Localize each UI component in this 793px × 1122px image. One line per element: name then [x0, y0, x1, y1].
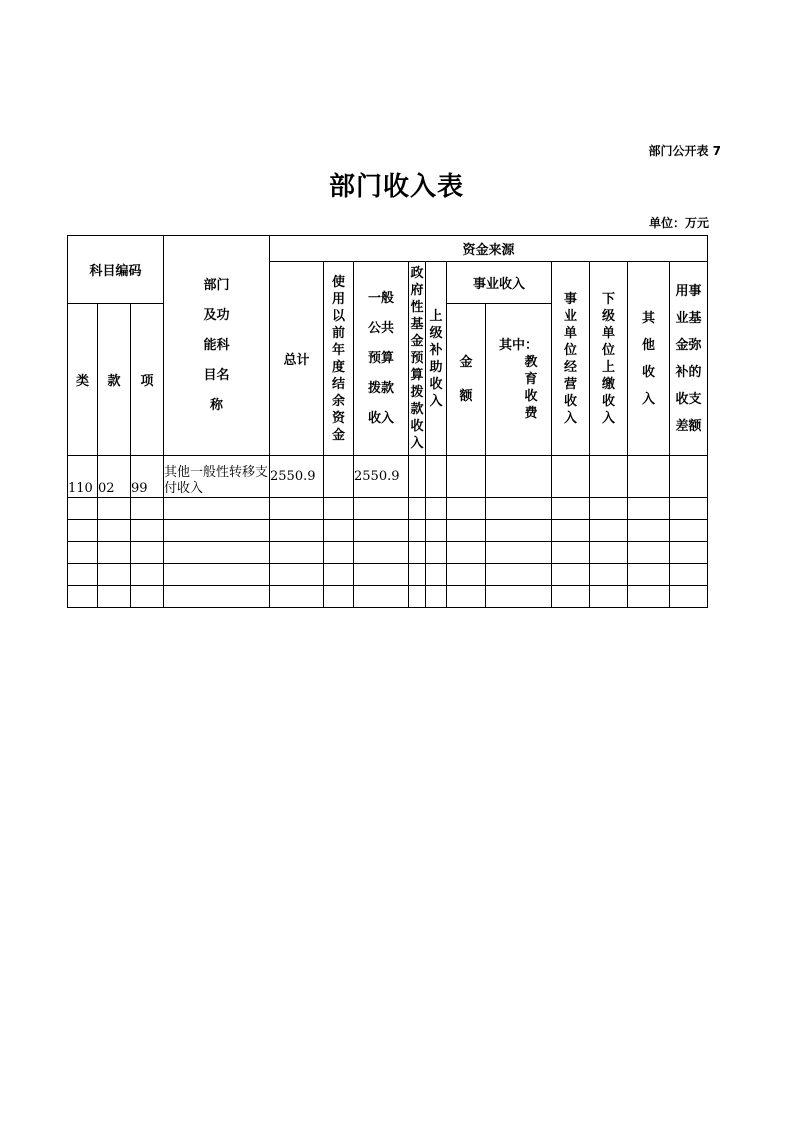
- header-row-1: [68, 236, 708, 262]
- operating-income-header: 事业单位经营收入: [552, 262, 590, 456]
- empty-row: [68, 586, 708, 608]
- row-general-budget: 2550.9: [354, 456, 409, 498]
- total-header: 总计: [270, 262, 324, 456]
- page-title: 部门收入表: [328, 172, 464, 202]
- item-header: 项: [131, 304, 164, 456]
- other-income-header: 其他收入: [628, 262, 670, 456]
- superior-subsidy-header: 上级补助收入: [426, 262, 447, 456]
- row-category: 110: [68, 456, 98, 498]
- row-prior-year: [324, 456, 354, 498]
- empty-row: [68, 564, 708, 586]
- business-income-header: 事业收入: [447, 262, 552, 304]
- subordinate-income-header: 下级单位上缴收入: [590, 262, 628, 456]
- general-budget-header: 一般 公共 预算 拨款 收入: [354, 262, 409, 456]
- dept-name-header: 部门 及功 能科 目名 称: [164, 236, 270, 456]
- prior-year-header: 使用以前年度结余资金: [324, 262, 354, 456]
- amount-header: 金额: [447, 304, 486, 456]
- table-row: [68, 456, 708, 498]
- income-table: [67, 235, 708, 608]
- unit-label: 单位：万元: [648, 216, 709, 230]
- row-item: 99: [131, 456, 164, 498]
- fund-gap-header: 用事业基金弥补的收支差额: [670, 262, 708, 456]
- edu-fee-header: 其中： 教育收费: [486, 304, 552, 456]
- empty-row: [68, 498, 708, 520]
- gov-fund-header: 政府性基金预算拨款收入: [409, 262, 426, 456]
- form-number: 部门公开表 7: [648, 144, 721, 158]
- category-header: 类: [68, 304, 98, 456]
- row-total: 2550.9: [270, 456, 324, 498]
- section-header: 款: [98, 304, 131, 456]
- subject-code-header: 科目编码: [68, 236, 164, 304]
- empty-row: [68, 520, 708, 542]
- row-section: 02: [98, 456, 131, 498]
- empty-row: [68, 542, 708, 564]
- fund-source-header: 资金来源: [270, 236, 708, 262]
- row-name: 其他一般性转移支付收入: [164, 456, 270, 498]
